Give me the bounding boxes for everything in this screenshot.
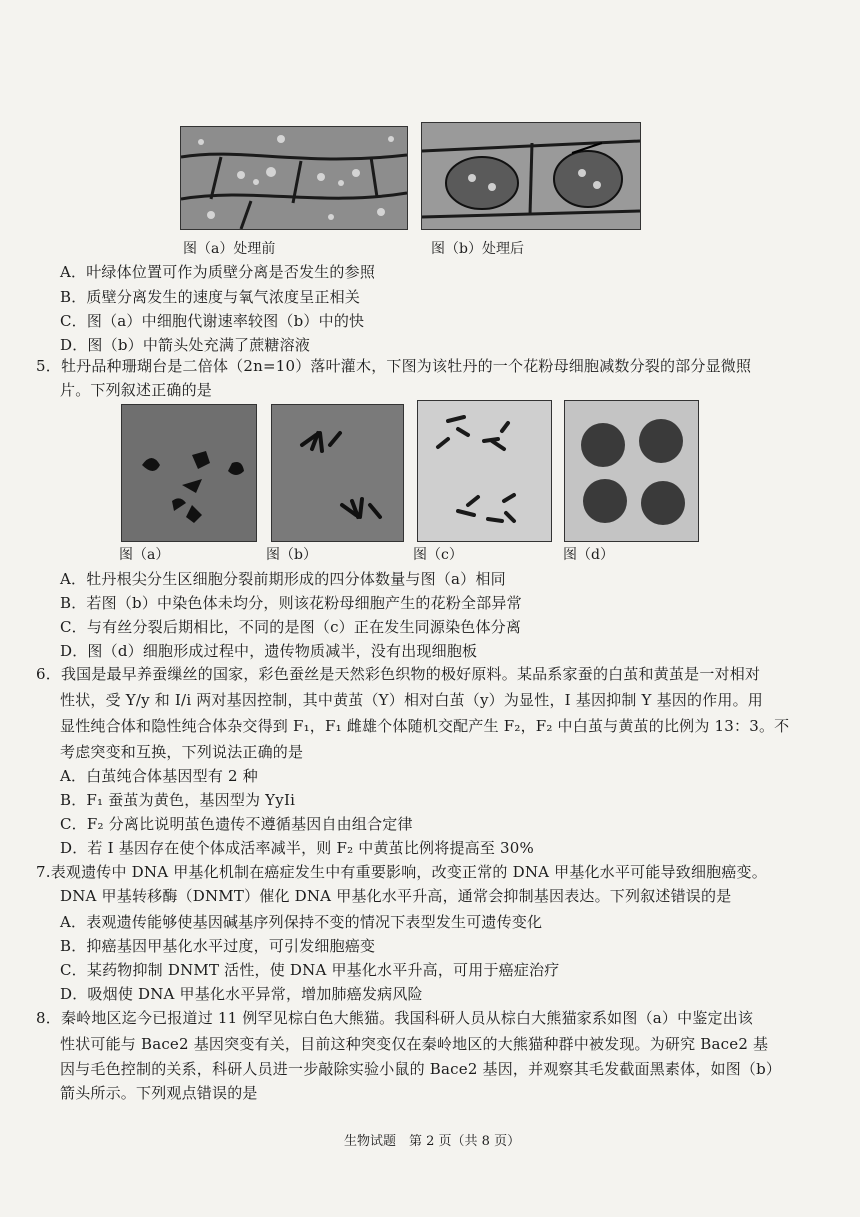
q5-option-a: A．牡丹根尖分生区细胞分裂前期形成的四分体数量与图（a）相同 bbox=[60, 570, 506, 588]
q5-option-d: D．图（d）细胞形成过程中，遗传物质减半，没有出现细胞板 bbox=[60, 642, 478, 660]
q4-option-c: C．图（a）中细胞代谢速率较图（b）中的快 bbox=[60, 312, 365, 330]
page-footer: 生物试题 第 2 页（共 8 页） bbox=[344, 1134, 521, 1149]
q6-option-a: A．白茧纯合体基因型有 2 种 bbox=[60, 767, 258, 785]
figure-b-caption: 图（b）处理后 bbox=[431, 241, 524, 257]
chromosome-image-c bbox=[418, 401, 551, 541]
q7-option-c: C．某药物抑制 DNMT 活性，使 DNA 甲基化水平升高，可用于癌症治疗 bbox=[60, 961, 560, 979]
chromosome-image-a bbox=[122, 405, 256, 541]
q6-option-c: C．F₂ 分离比说明茧色遗传不遵循基因自由组合定律 bbox=[60, 815, 413, 833]
meiosis-photo-c bbox=[417, 400, 552, 542]
micrograph-a-before bbox=[180, 126, 408, 230]
q5-option-c: C．与有丝分裂后期相比，不同的是图（c）正在发生同源染色体分离 bbox=[60, 618, 522, 636]
q5-caption-a: 图（a） bbox=[119, 547, 170, 563]
q6-stem-line-2: 性状，受 Y/y 和 I/i 两对基因控制，其中黄茧（Y）相对白茧（y）为显性，I 基因抑制 Y 基因的作用。用 bbox=[60, 691, 763, 709]
meiosis-photo-b bbox=[271, 404, 404, 542]
q6-stem-line-1: 6．我国是最早养蚕缫丝的国家，彩色蚕丝是天然彩色织物的极好原料。某品系家蚕的白茧和黄茧是一对相对 bbox=[36, 665, 761, 683]
q5-caption-b: 图（b） bbox=[266, 547, 317, 563]
figure-a-caption: 图（a）处理前 bbox=[183, 241, 276, 257]
q8-stem-line-2: 性状可能与 Bace2 基因突变有关，目前这种突变仅在秦岭地区的大熊猫种群中被发现。为研究 Bace2 基 bbox=[60, 1035, 769, 1053]
q5-option-b: B．若图（b）中染色体未均分，则该花粉母细胞产生的花粉全部异常 bbox=[60, 594, 522, 612]
onion-cell-image-a bbox=[181, 127, 407, 229]
q8-stem-line-4: 箭头所示。下列观点错误的是 bbox=[60, 1084, 258, 1102]
chromosome-image-b bbox=[272, 405, 403, 541]
onion-cell-image-b bbox=[422, 123, 640, 229]
q4-option-d: D．图（b）中箭头处充满了蔗糖溶液 bbox=[60, 336, 311, 354]
q7-option-b: B．抑癌基因甲基化水平过度，可引发细胞癌变 bbox=[60, 937, 376, 955]
q4-option-a: A．叶绿体位置可作为质壁分离是否发生的参照 bbox=[60, 263, 376, 281]
q5-caption-d: 图（d） bbox=[563, 547, 614, 563]
q8-stem-line-3: 因与毛色控制的关系，科研人员进一步敲除实验小鼠的 Bace2 基因，并观察其毛发截面黑素体，如图（b） bbox=[60, 1060, 782, 1078]
q7-stem-line-2: DNA 甲基转移酶（DNMT）催化 DNA 甲基化水平升高，通常会抑制基因表达。下列叙述错误的是 bbox=[60, 887, 732, 905]
q6-stem-line-4: 考虑突变和互换，下列说法正确的是 bbox=[60, 743, 304, 761]
q5-stem-line-1: 5．牡丹品种珊瑚台是二倍体（2n=10）落叶灌木，下图为该牡丹的一个花粉母细胞减数分裂的部分显微照 bbox=[36, 357, 752, 375]
meiosis-photo-d bbox=[564, 400, 699, 542]
chromosome-image-d bbox=[565, 401, 698, 541]
q6-option-b: B．F₁ 蚕茧为黄色，基因型为 YyIi bbox=[60, 791, 296, 809]
q4-option-b: B．质壁分离发生的速度与氧气浓度呈正相关 bbox=[60, 288, 361, 306]
q7-option-d: D．吸烟使 DNA 甲基化水平异常，增加肺癌发病风险 bbox=[60, 985, 423, 1003]
micrograph-b-after bbox=[421, 122, 641, 230]
q6-stem-line-3: 显性纯合体和隐性纯合体杂交得到 F₁，F₁ 雌雄个体随机交配产生 F₂，F₂ 中白茧与黄茧的比例为 13：3。不 bbox=[60, 717, 790, 735]
q6-option-d: D．若 I 基因存在使个体成活率减半，则 F₂ 中黄茧比例将提高至 30% bbox=[60, 839, 534, 857]
meiosis-photo-a bbox=[121, 404, 257, 542]
q8-stem-line-1: 8．秦岭地区迄今已报道过 11 例罕见棕白色大熊猫。我国科研人员从棕白大熊猫家系如图（a）中鉴定出该 bbox=[36, 1009, 754, 1027]
q7-stem-line-1: 7.表观遗传中 DNA 甲基化机制在癌症发生中有重要影响，改变正常的 DNA 甲基化水平可能导致细胞癌变。 bbox=[36, 863, 767, 881]
q5-caption-c: 图（c） bbox=[413, 547, 463, 563]
q5-stem-line-2: 片。下列叙述正确的是 bbox=[60, 381, 213, 399]
q7-option-a: A．表观遗传能够使基因碱基序列保持不变的情况下表型发生可遗传变化 bbox=[60, 913, 543, 931]
